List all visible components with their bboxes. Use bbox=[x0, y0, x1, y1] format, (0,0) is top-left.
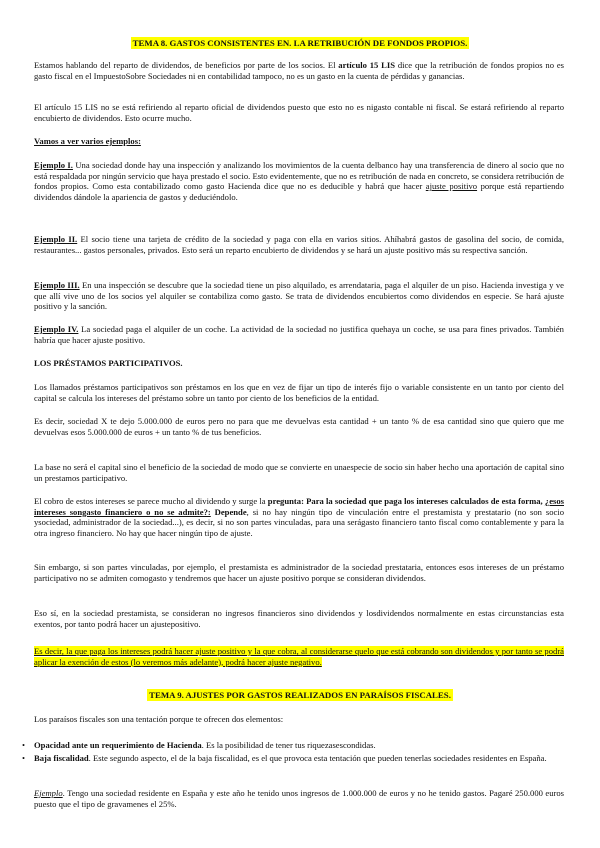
tema9-example: Ejemplo. Tengo una sociedad residente en España y este año he tenido unos ingresos de 1.000.000 de euros y no he tenido gastos. Pagaré 250.000 euros puesto que el tipo de gravamenes el 25%. bbox=[34, 788, 564, 809]
intro-paragraph: Estamos hablando del reparto de dividendos, de beneficios por parte de los socios. El artículo 15 LIS dice que la retribución de fondos propios no es gasto fiscal en el ImpuestoSobre Sociedades ni en contabilidad tampoco, no es un gasto en la cuenta de pérdidas y ganancias. bbox=[34, 60, 564, 81]
bullet-icon: • bbox=[22, 753, 26, 763]
bullet-item-opacidad: • Opacidad ante un requerimiento de Hacienda. Es la posibilidad de tener tus riquezasescondidas. bbox=[22, 740, 376, 750]
examples-heading: Vamos a ver varios ejemplos: bbox=[34, 136, 141, 146]
prestamos-paragraph-2: Es decir, sociedad X te dejo 5.000.000 de euros pero no para que me devuelvas esta cantidad + un tanto % de esa cantidad sino que quiero que me devuelvas esos 5.000.000 de euros + un tanto % de tus beneficios. bbox=[34, 416, 564, 437]
tema8-title: TEMA 8. GASTOS CONSISTENTES EN. LA RETRIBUCIÓN DE FONDOS PROPIOS. bbox=[132, 38, 468, 48]
bullet-icon: • bbox=[22, 740, 26, 750]
example-3: Ejemplo III. En una inspección se descubre que la sociedad tiene un piso alquilado, es arrendataria, paga el alquiler de un piso. Hacienda investiga y ve que allí vive uno de los socios yel alquiler se contabiliza como gasto. Se trata de dividendos encubiertos como dividendos en especie. Se hará ajuste positivo y la sanción. bbox=[34, 280, 564, 312]
bullet-item-fiscalidad: • Baja fiscalidad. Este segundo aspecto, el de la baja fiscalidad, es el que provoca esta tentación que pueden tenerlas sociedades residentes en España. bbox=[22, 753, 547, 763]
paragraph-2: El artículo 15 LIS no se está refiriendo al reparto oficial de dividendos puesto que esto no es nigasto contable ni fiscal. Se estará refiriendo al reparto encubierto de dividendos. Esto ocurre mucho. bbox=[34, 102, 564, 123]
article-ref: artículo 15 LIS bbox=[338, 60, 395, 70]
prestamos-paragraph-5: Sin embargo, si son partes vinculadas, por ejemplo, el prestamista es administrador de la sociedad prestataria, entonces esos intereses de un préstamo participativo no se admiten comogasto y tendremos que hacer un ajuste positivo porque se consideran dividendos. bbox=[34, 562, 564, 583]
prestamos-paragraph-6: Eso sí, en la sociedad prestamista, se consideran no ingresos financieros sino dividendos y losdividendos normalmente en estas circunstancias esta exentos, por tanto podrá hacer un ajustepositivo. bbox=[34, 608, 564, 629]
example-1: Ejemplo I. Una sociedad donde hay una inspección y analizando los movimientos de la cuenta delbanco hay una transferencia de dinero al socio que no está respaldada por ningún servicio que haya prestado el socio. Esto evidentemente, que no es retribución de nada en concreto, se considera retribución de fondos propios. Como esta contabilizado como gasto Hacienda dice que no es deducible y habrá que hacer ajuste positivo porque está repartiendo dividendos dándole la apariencia de gastos y deduciéndolo. bbox=[34, 160, 565, 202]
example-4: Ejemplo IV. La sociedad paga el alquiler de un coche. La actividad de la sociedad no justifica quehaya un coche, se usa para fines privados. También habría que hacer ajuste positivo. bbox=[34, 324, 564, 345]
example-2: Ejemplo II. El socio tiene una tarjeta de crédito de la sociedad y paga con ella en varios sitios. Ahíhabrá gastos de gasolina del socio, de comida, restaurantes... gastos personales, privados. Esto será un reparto encubierto de dividendos y se hará un ajuste positivo más su respectiva sanción. bbox=[34, 234, 564, 255]
tema9-title: TEMA 9. AJUSTES POR GASTOS REALIZADOS EN PARAÍSOS FISCALES. bbox=[149, 690, 451, 700]
prestamos-paragraph-4: El cobro de estos intereses se parece mucho al dividendo y surge la pregunta: Para la sociedad que paga los intereses calculados de esta forma, ¿esos intereses songasto financiero o no se admite?: Depende, si no hay ningún tipo de vinculación entre el prestamista y prestatario (no son socio ysociedad, administrador de la sociedad...), es decir, si no son partes vinculadas, para una serágasto financiero tanto fiscal como contablemente y para la otra ingreso financiero. No hay que hacer ningún tipo de ajuste. bbox=[34, 496, 564, 538]
tema9-intro: Los paraísos fiscales son una tentación porque te ofrecen dos elementos: bbox=[34, 714, 284, 724]
prestamos-paragraph-1: Los llamados préstamos participativos son préstamos en los que en vez de fijar un tipo de interés fijo o variable consistente en un tanto por ciento del capital se calcula los intereses del préstamo sobre un tanto por ciento de los beneficios de la entidad. bbox=[34, 382, 564, 403]
prestamos-paragraph-7: Es decir, la que paga los intereses podrá hacer ajuste positivo y la que cobra, al considerarse quelo que está cobrando son dividendos y por tanto se podrá aplicar la exención de estos (lo veremos más adelante), podrá hacer ajuste negativo. bbox=[34, 646, 564, 667]
prestamos-paragraph-3: La base no será el capital sino el beneficio de la sociedad de modo que se convierte en unaespecie de socio sin haber hecho una aportación de capital sino un prestamos participativo. bbox=[34, 462, 564, 483]
prestamos-heading: LOS PRÉSTAMOS PARTICIPATIVOS. bbox=[34, 358, 183, 368]
